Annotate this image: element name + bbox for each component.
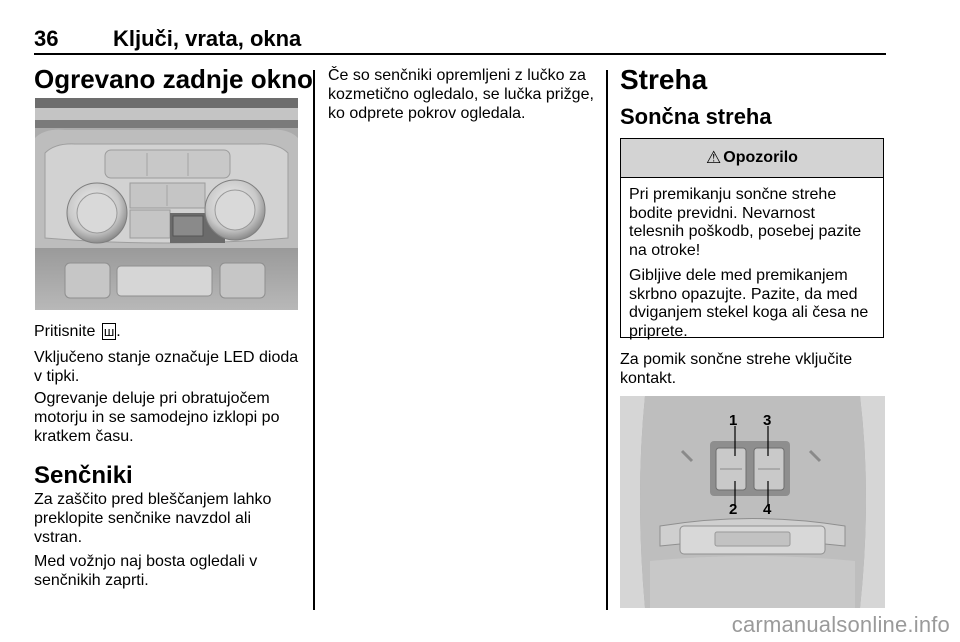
chapter-title: Ključi, vrata, okna	[113, 26, 302, 51]
callout-4: 4	[763, 501, 772, 518]
press-text: Pritisnite	[34, 323, 96, 340]
warning-body	[621, 178, 883, 341]
page-number: 36	[34, 26, 59, 51]
warning-header	[621, 139, 883, 178]
callout-1: 1	[729, 412, 738, 429]
warning-title: Opozorilo	[723, 149, 798, 166]
warning-triangle-icon: ⚠	[706, 148, 722, 167]
press-suffix: .	[116, 323, 121, 340]
paragraph-vanity-mirror: Če so senčniki opremljeni z lučko za kozmetično ogledalo, se lučka prižge, ko odprete pokrov ogledala.	[328, 67, 594, 122]
column-divider-right	[606, 70, 608, 610]
paragraph-visors-2: Med vožnjo naj bosta ogledali v senčnikih zaprti.	[34, 553, 258, 589]
paragraph-engine: Ogrevanje deluje pri obratujočem motorju in se samodejno izklopi po kratkem času.	[34, 390, 280, 445]
chapter-heading-roof: Streha	[620, 64, 708, 95]
sunroof-switch-image	[620, 396, 885, 608]
warning-paragraph-1: Pri premikanju sončne strehe bodite previdni. Nevarnost telesnih poškodb, posebej pazite na otroke!	[629, 186, 862, 259]
paragraph-led: Vključeno stanje označuje LED dioda v tipki.	[34, 349, 299, 385]
column-divider-left	[313, 70, 315, 610]
paragraph-ignition: Za pomik sončne strehe vključite kontakt.	[620, 351, 853, 387]
watermark: carmanualsonline.info	[731, 612, 950, 637]
section-title-sunroof: Sončna streha	[620, 104, 772, 129]
callout-3: 3	[763, 412, 772, 429]
warning-paragraph-2: Gibljive dele med premikanjem skrbno opazujte. Pazite, da med dviganjem stekel koga ali česa ne priprete.	[629, 267, 869, 340]
press-instruction	[34, 322, 121, 341]
section-title-heated-rear-window: Ogrevano zadnje okno	[34, 64, 313, 94]
climate-control-panel-image	[35, 98, 298, 310]
warning-box	[620, 138, 884, 338]
callout-2: 2	[729, 501, 738, 518]
rear-window-heating-icon: ш	[103, 324, 115, 339]
paragraph-visors-1: Za zaščito pred bleščanjem lahko preklopite senčnike navzdol ali vstran.	[34, 491, 272, 546]
header-divider	[34, 53, 886, 55]
section-title-sun-visors: Senčniki	[34, 462, 133, 489]
